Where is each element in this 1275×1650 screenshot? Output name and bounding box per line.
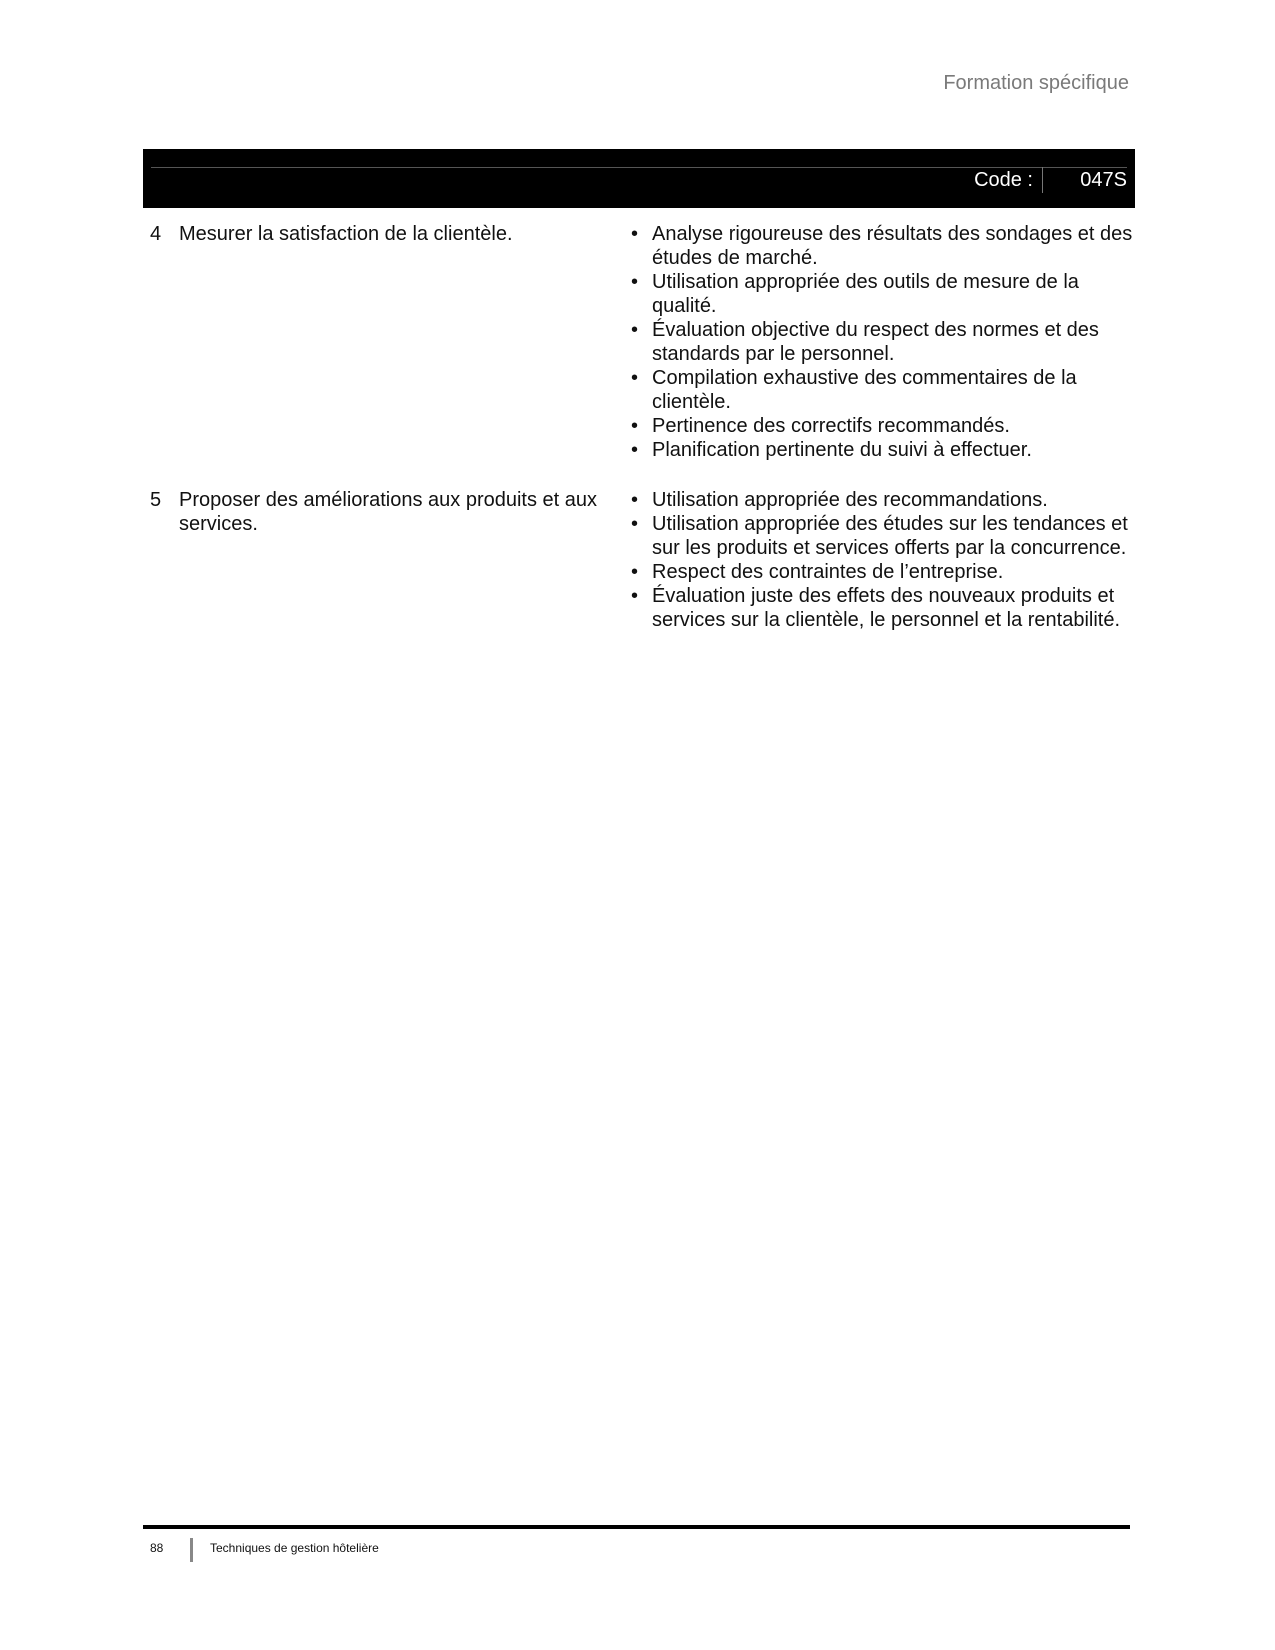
code-bar-rule (151, 167, 1127, 168)
task-text: Mesurer la satisfaction de la clientèle. (179, 223, 513, 245)
running-header: Formation spécifique (943, 72, 1129, 94)
criteria-item: • Planification pertinente du suivi à effectuer. (626, 438, 1135, 462)
criteria-item: • Évaluation objective du respect des normes et des standards par le personnel. (626, 318, 1135, 366)
code-value: 047S (1080, 169, 1127, 191)
task-number: 5 (150, 489, 162, 511)
criteria-item: • Respect des contraintes de l’entreprise. (626, 560, 1135, 584)
footer-rule (143, 1525, 1130, 1529)
task-text: Proposer des améliorations aux produits et aux services. (179, 489, 598, 535)
criteria-item: • Analyse rigoureuse des résultats des sondages et des études de marché. (626, 222, 1135, 270)
footer-title: Techniques de gestion hôtelière (210, 1541, 379, 1555)
task-cell (143, 488, 626, 632)
code-bar (143, 149, 1135, 208)
criteria-cell (626, 488, 1135, 632)
footer-separator (190, 1538, 193, 1562)
criteria-item: • Utilisation appropriée des études sur les tendances et sur les produits et services offerts par la concurrence. (626, 512, 1135, 560)
task-number: 4 (150, 223, 162, 245)
criteria-item: • Évaluation juste des effets des nouveaux produits et services sur la clientèle, le personnel et la rentabilité. (626, 584, 1135, 632)
code-label: Code : (974, 169, 1033, 191)
competency-table (143, 222, 1135, 658)
criteria-item: • Utilisation appropriée des recommandations. (626, 488, 1135, 512)
table-row (143, 222, 1135, 462)
task-cell (143, 222, 626, 462)
criteria-list (626, 222, 1135, 462)
criteria-item: • Pertinence des correctifs recommandés. (626, 414, 1135, 438)
table-row (143, 488, 1135, 632)
criteria-list (626, 488, 1135, 632)
criteria-item: • Utilisation appropriée des outils de mesure de la qualité. (626, 270, 1135, 318)
criteria-cell (626, 222, 1135, 462)
page-number: 88 (150, 1541, 164, 1555)
criteria-item: • Compilation exhaustive des commentaires de la clientèle. (626, 366, 1135, 414)
